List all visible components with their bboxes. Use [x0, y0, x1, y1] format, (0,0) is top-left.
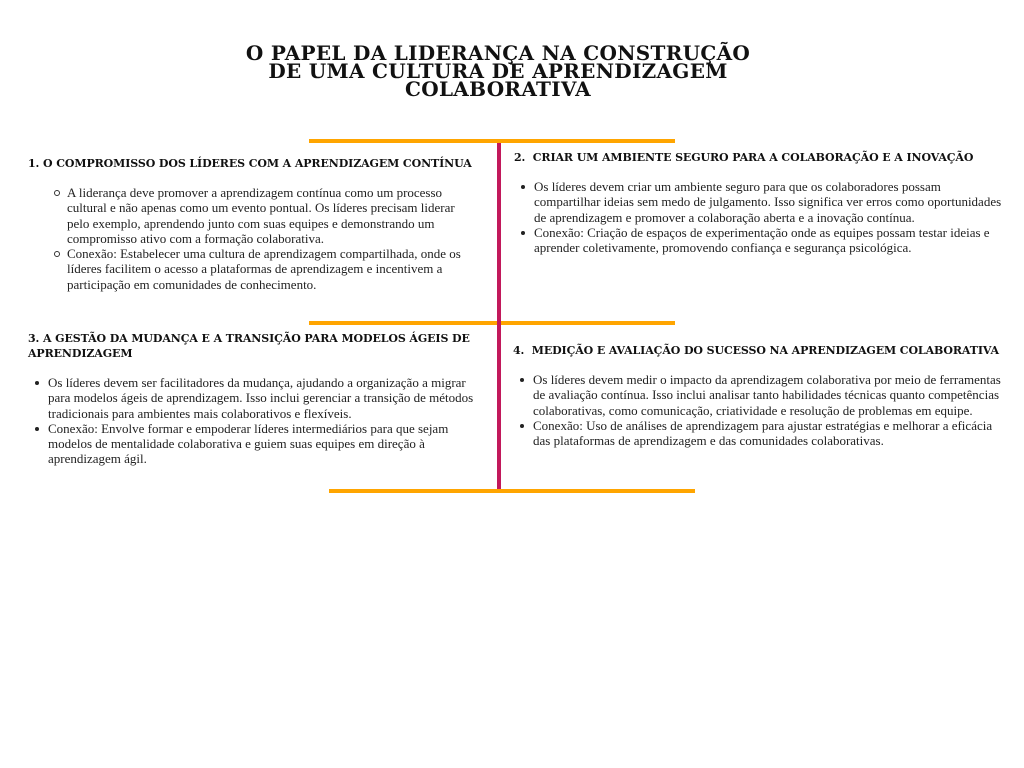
list-item: Conexão: Criação de espaços de experimentação onde as equipes possam testar ideias e aprender coletivamente, promovendo confiança e segurança psicológica. [534, 225, 1004, 256]
section-4-heading: 4. MEDIÇÃO E AVALIAÇÃO DO SUCESSO NA APRENDIZAGEM COLABORATIVA [513, 344, 999, 357]
disc-bullet-icon [521, 231, 525, 235]
disc-bullet-icon [520, 424, 524, 428]
list-item: Conexão: Estabelecer uma cultura de aprendizagem compartilhada, onde os líderes facilitem o acesso a plataformas de aprendizagem e incentivem a participação em comunidades de conhecimento. [67, 246, 478, 292]
section-3 [28, 331, 478, 467]
section-4 [513, 343, 1003, 448]
crimson-vertical-divider [497, 143, 501, 489]
list-item: Os líderes devem criar um ambiente seguro para que os colaboradores possam compartilhar ideias sem medo de julgamento. Isso significa ver erros como oportunidades de aprendizagem e promover a colaboração aberta e a inovação contínua. [534, 179, 1004, 225]
section-2-heading: 2. CRIAR UM AMBIENTE SEGURO PARA A COLABORAÇÃO E A INOVAÇÃO [514, 151, 974, 164]
list-item: Conexão: Envolve formar e empoderar líderes intermediários para que sejam modelos de mentalidade colaborativa e guiem suas equipes em direção à aprendizagem ágil. [48, 421, 478, 467]
list-item: Conexão: Uso de análises de aprendizagem para ajustar estratégias e melhorar a eficácia das plataformas de aprendizagem e das comunidades colaborativas. [533, 418, 1003, 449]
disc-bullet-icon [35, 381, 39, 385]
section-1-heading: 1. O COMPROMISSO DOS LÍDERES COM A APRENDIZAGEM CONTÍNUA [28, 157, 472, 170]
list-item: A liderança deve promover a aprendizagem contínua como um processo cultural e não apenas como um evento pontual. Os líderes precisam liderar pelo exemplo, aprendendo junto com suas equipes e demonstrando um compromisso ativo com a formação colaborativa. [67, 185, 478, 246]
circle-bullet-icon [54, 251, 60, 257]
circle-bullet-icon [54, 190, 60, 196]
title-line-3: COLABORATIVA [405, 77, 591, 101]
section-3-heading: 3. A GESTÃO DA MUDANÇA E A TRANSIÇÃO PARA MODELOS ÁGEIS DE APRENDIZAGEM [28, 332, 470, 360]
disc-bullet-icon [35, 427, 39, 431]
section-1-list [28, 185, 478, 292]
section-3-list [28, 375, 478, 467]
disc-bullet-icon [521, 185, 525, 189]
section-4-list [513, 372, 1003, 448]
orange-divider-top [309, 139, 675, 143]
list-item: Os líderes devem medir o impacto da aprendizagem colaborativa por meio de ferramentas de avaliação contínua. Isso inclui analisar tanto habilidades técnicas quanto competências colaborativas, como comunicação, criatividade e resolução de problemas em equipe. [533, 372, 1003, 418]
section-2 [514, 150, 1004, 255]
section-1 [28, 156, 478, 292]
page-title [0, 41, 996, 101]
orange-divider-bottom [329, 489, 695, 493]
disc-bullet-icon [520, 378, 524, 382]
title-line-2: DE UMA CULTURA DE APRENDIZAGEM [268, 59, 728, 83]
orange-divider-middle [309, 321, 675, 325]
list-item: Os líderes devem ser facilitadores da mudança, ajudando a organização a migrar para modelos ágeis de aprendizagem. Isso inclui gerenciar a transição de métodos tradicionais para ambientes mais colaborativos e flexíveis. [48, 375, 478, 421]
section-2-list [514, 179, 1004, 255]
title-line-1: O PAPEL DA LIDERANÇA NA CONSTRUÇÃO [245, 41, 751, 65]
